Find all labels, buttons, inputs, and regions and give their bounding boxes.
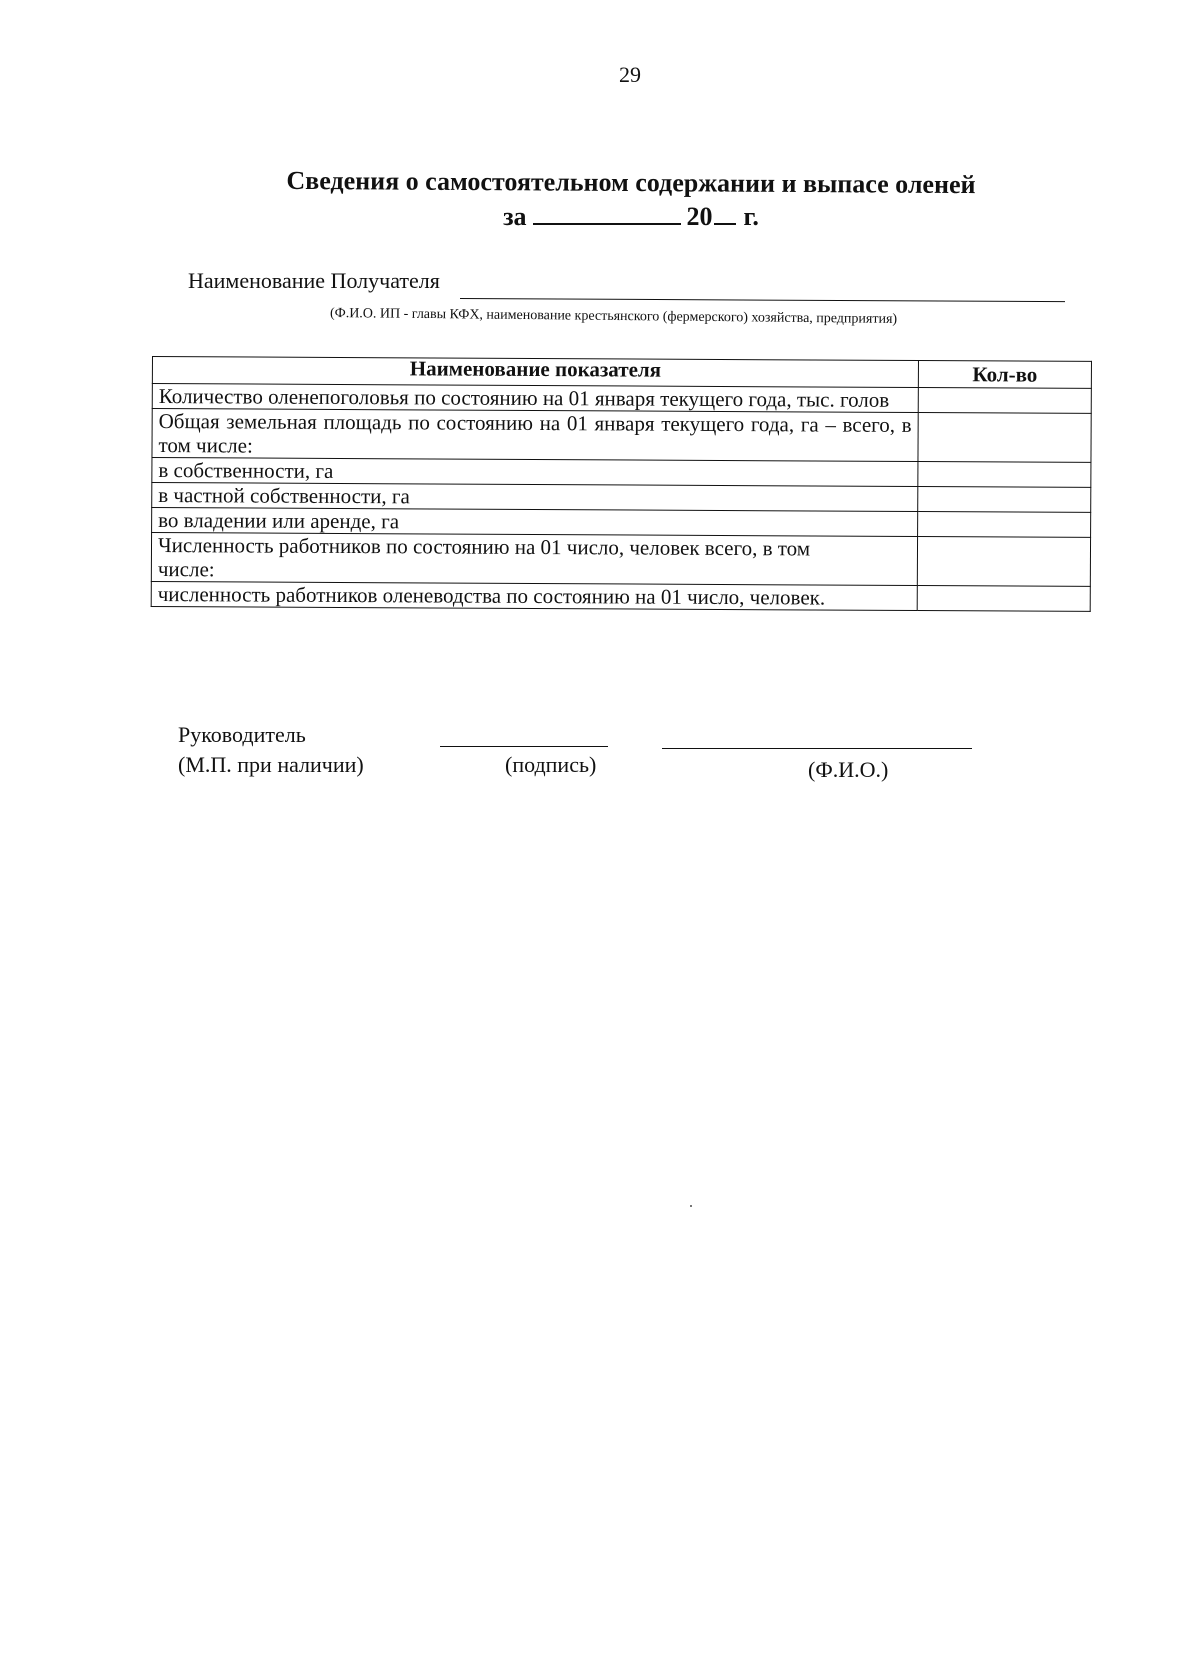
signer-block (178, 720, 364, 780)
signature-line[interactable] (440, 746, 608, 747)
name-hint: (Ф.И.О.) (808, 757, 889, 782)
report-period (0, 202, 1200, 232)
row-value-cell[interactable] (917, 586, 1090, 612)
row-value-cell[interactable] (918, 413, 1091, 463)
indicators-table (151, 356, 1092, 612)
signature-hint: (подпись) (505, 752, 597, 777)
period-blank-field[interactable] (533, 203, 681, 225)
row-label: в собственности, га (152, 458, 918, 487)
stamp-note: (М.П. при наличии) (178, 752, 364, 777)
name-line[interactable] (662, 748, 972, 749)
row-label: численность работников оленеводства по состоянию на 01 число, человек. (151, 581, 917, 610)
header-quantity: Кол-во (918, 361, 1091, 389)
page-number: 29 (619, 62, 641, 87)
row-label: в частной собственности, га (152, 483, 918, 512)
row-value-cell[interactable] (918, 512, 1091, 538)
signer-role: Руководитель (178, 722, 306, 747)
period-suffix: г. (743, 202, 759, 231)
row-value-cell[interactable] (918, 487, 1091, 513)
row-label: Количество оленепоголовья по состоянию на 01 января текущего года, тыс. голов (152, 384, 918, 413)
table-row (152, 409, 1091, 463)
row-label: Численность работников по состоянию на 01 число, человек всего, в том числе: (151, 533, 917, 586)
year-blank-field[interactable] (714, 203, 736, 225)
row-label: Общая земельная площадь по состоянию на 01 января текущего года, га – всего, в том числе: (152, 409, 918, 462)
recipient-hint: (Ф.И.О. ИП - главы КФХ, наименование крестьянского (фермерского) хозяйства, предприятия) (329, 306, 898, 327)
header-indicator-name: Наименование показателя (152, 357, 918, 388)
table-row (151, 581, 1090, 611)
document-title: Сведения о самостоятельном содержании и выпасе оленей (286, 165, 976, 200)
row-value-cell[interactable] (918, 462, 1091, 488)
recipient-field-line[interactable] (460, 298, 1065, 302)
row-value-cell[interactable] (917, 537, 1090, 587)
indicators-table-wrap (151, 356, 1092, 612)
row-label: во владении или аренде, га (152, 508, 918, 537)
scan-speck (690, 1205, 692, 1207)
period-prefix: за (503, 202, 527, 231)
row-value-cell[interactable] (918, 388, 1091, 414)
table-row (151, 533, 1090, 587)
recipient-label: Наименование Получателя (188, 268, 440, 293)
period-year-prefix: 20 (686, 202, 713, 231)
